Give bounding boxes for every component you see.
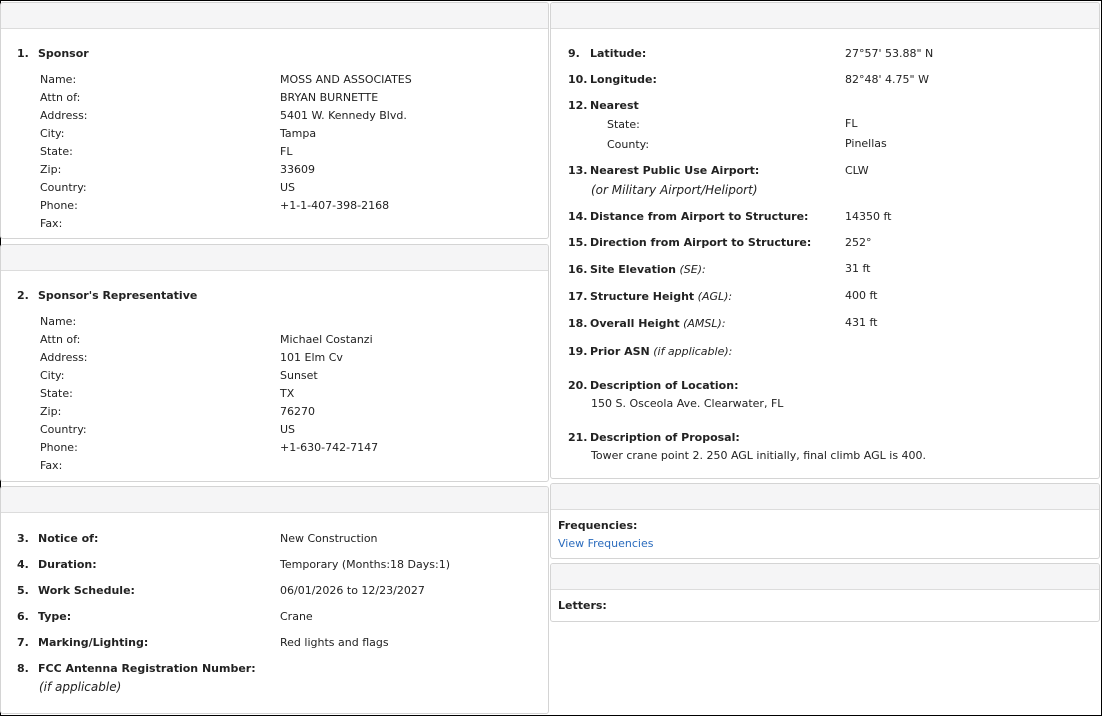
view-frequencies-link[interactable]: View Frequencies bbox=[558, 537, 654, 550]
site-elevation-note: (SE): bbox=[679, 263, 706, 276]
field-label: Country: bbox=[40, 423, 87, 436]
airport-number: 13. bbox=[568, 164, 588, 177]
structure-height-label-wrap bbox=[590, 290, 732, 304]
field-label: Address: bbox=[40, 109, 88, 122]
desc-location-value: 150 S. Osceola Ave. Clearwater, FL bbox=[591, 397, 784, 410]
site-elevation-number: 16. bbox=[568, 263, 588, 276]
prior-asn-label-wrap bbox=[590, 345, 732, 359]
direction-number: 15. bbox=[568, 236, 588, 249]
desc-location-number: 20. bbox=[568, 379, 588, 392]
nearest-state-value: FL bbox=[845, 117, 858, 130]
notice-row-label: FCC Antenna Registration Number: bbox=[38, 662, 256, 675]
desc-proposal-value: Tower crane point 2. 250 AGL initially, final climb AGL is 400. bbox=[591, 449, 927, 462]
notice-row-label: Duration: bbox=[38, 558, 97, 571]
notice-row-number: 8. bbox=[17, 662, 29, 675]
notice-row-value: Crane bbox=[280, 610, 313, 623]
airport-value: CLW bbox=[845, 164, 869, 177]
field-label: Address: bbox=[40, 351, 88, 364]
field-value: US bbox=[280, 181, 296, 194]
field-label: Phone: bbox=[40, 199, 78, 212]
field-value: BRYAN BURNETTE bbox=[280, 91, 379, 104]
structure-height-label: Structure Height bbox=[590, 290, 695, 303]
notice-row-number: 6. bbox=[17, 610, 29, 623]
prior-asn-label: Prior ASN bbox=[590, 345, 650, 358]
distance-label: Distance from Airport to Structure: bbox=[590, 210, 809, 223]
field-label: Attn of: bbox=[40, 91, 81, 104]
field-label: Zip: bbox=[40, 163, 62, 176]
notice-row-value: New Construction bbox=[280, 532, 378, 545]
representative-heading: Sponsor's Representative bbox=[38, 289, 198, 302]
site-elevation-label-wrap bbox=[590, 263, 706, 277]
sponsor-number: 1. bbox=[17, 47, 29, 60]
desc-proposal-label: Description of Proposal: bbox=[590, 431, 740, 444]
overall-height-note: (AMSL): bbox=[683, 317, 726, 330]
airport-label: Nearest Public Use Airport: bbox=[590, 164, 760, 177]
notice-row-label: Notice of: bbox=[38, 532, 99, 545]
field-value: MOSS AND ASSOCIATES bbox=[280, 73, 412, 86]
latitude-label: Latitude: bbox=[590, 47, 647, 60]
frequencies-panel bbox=[550, 483, 1100, 559]
field-value: TX bbox=[280, 387, 295, 400]
field-value: Michael Costanzi bbox=[280, 333, 373, 346]
field-label: Phone: bbox=[40, 441, 78, 454]
direction-label: Direction from Airport to Structure: bbox=[590, 236, 812, 249]
representative-number: 2. bbox=[17, 289, 29, 302]
field-label: Attn of: bbox=[40, 333, 81, 346]
field-label: Country: bbox=[40, 181, 87, 194]
sponsor-heading: Sponsor bbox=[38, 47, 89, 60]
field-label: City: bbox=[40, 127, 65, 140]
notice-row-number: 5. bbox=[17, 584, 29, 597]
prior-asn-note: (if applicable): bbox=[653, 345, 733, 358]
site-elevation-label: Site Elevation bbox=[590, 263, 676, 276]
overall-height-label: Overall Height bbox=[590, 317, 680, 330]
latitude-number: 9. bbox=[568, 47, 580, 60]
notice-row-value: Temporary (Months:18 Days:1) bbox=[280, 558, 450, 571]
field-value: +1-1-407-398-2168 bbox=[280, 199, 390, 212]
notice-row-label: Type: bbox=[38, 610, 72, 623]
panel-header bbox=[551, 484, 1099, 510]
field-label: Name: bbox=[40, 73, 77, 86]
field-label: Fax: bbox=[40, 459, 63, 472]
location-panel bbox=[550, 2, 1100, 479]
notice-row-value: 06/01/2026 to 12/23/2027 bbox=[280, 584, 425, 597]
airport-note: (or Military Airport/Heliport) bbox=[591, 183, 758, 197]
letters-label: Letters: bbox=[558, 599, 607, 612]
field-label: Name: bbox=[40, 315, 77, 328]
structure-height-value: 400 ft bbox=[845, 289, 878, 302]
field-value: FL bbox=[280, 145, 293, 158]
longitude-number: 10. bbox=[568, 73, 588, 86]
panel-header bbox=[1, 487, 548, 513]
notice-row-label: Work Schedule: bbox=[38, 584, 135, 597]
sponsor-panel bbox=[0, 2, 549, 239]
panel-header bbox=[1, 3, 548, 29]
notice-row-number: 7. bbox=[17, 636, 29, 649]
distance-number: 14. bbox=[568, 210, 588, 223]
frequencies-label: Frequencies: bbox=[558, 519, 638, 532]
nearest-county-value: Pinellas bbox=[845, 137, 887, 150]
desc-location-label: Description of Location: bbox=[590, 379, 739, 392]
overall-height-label-wrap bbox=[590, 317, 726, 331]
field-value: 5401 W. Kennedy Blvd. bbox=[280, 109, 407, 122]
nearest-label: Nearest bbox=[590, 99, 639, 112]
field-value: 33609 bbox=[280, 163, 315, 176]
structure-height-number: 17. bbox=[568, 290, 588, 303]
fcc-note: (if applicable) bbox=[39, 680, 122, 694]
site-elevation-value: 31 ft bbox=[845, 262, 871, 275]
nearest-number: 12. bbox=[568, 99, 588, 112]
field-label: City: bbox=[40, 369, 65, 382]
distance-value: 14350 ft bbox=[845, 210, 892, 223]
notice-row-number: 4. bbox=[17, 558, 29, 571]
panel-header bbox=[551, 3, 1099, 29]
field-value: +1-630-742-7147 bbox=[280, 441, 379, 454]
notice-row-value: Red lights and flags bbox=[280, 636, 389, 649]
desc-proposal-number: 21. bbox=[568, 431, 588, 444]
direction-value: 252° bbox=[845, 236, 872, 249]
field-label: State: bbox=[40, 145, 73, 158]
field-value: Tampa bbox=[280, 127, 317, 140]
nearest-county-label: County: bbox=[607, 138, 650, 151]
representative-panel bbox=[0, 244, 549, 482]
structure-height-note: (AGL): bbox=[697, 290, 733, 303]
latitude-value: 27°57' 53.88" N bbox=[845, 47, 934, 60]
longitude-label: Longitude: bbox=[590, 73, 657, 86]
longitude-value: 82°48' 4.75" W bbox=[845, 73, 929, 86]
field-label: Zip: bbox=[40, 405, 62, 418]
field-label: State: bbox=[40, 387, 73, 400]
panel-header bbox=[551, 564, 1099, 590]
letters-panel bbox=[550, 563, 1100, 622]
prior-asn-number: 19. bbox=[568, 345, 588, 358]
notice-row-label: Marking/Lighting: bbox=[38, 636, 149, 649]
field-label: Fax: bbox=[40, 217, 63, 230]
notice-row-number: 3. bbox=[17, 532, 29, 545]
nearest-state-label: State: bbox=[607, 118, 640, 131]
field-value: US bbox=[280, 423, 296, 436]
notice-panel bbox=[0, 486, 549, 714]
field-value: 76270 bbox=[280, 405, 315, 418]
overall-height-value: 431 ft bbox=[845, 316, 878, 329]
field-value: Sunset bbox=[280, 369, 318, 382]
panel-header bbox=[1, 245, 548, 271]
overall-height-number: 18. bbox=[568, 317, 588, 330]
field-value: 101 Elm Cv bbox=[280, 351, 343, 364]
